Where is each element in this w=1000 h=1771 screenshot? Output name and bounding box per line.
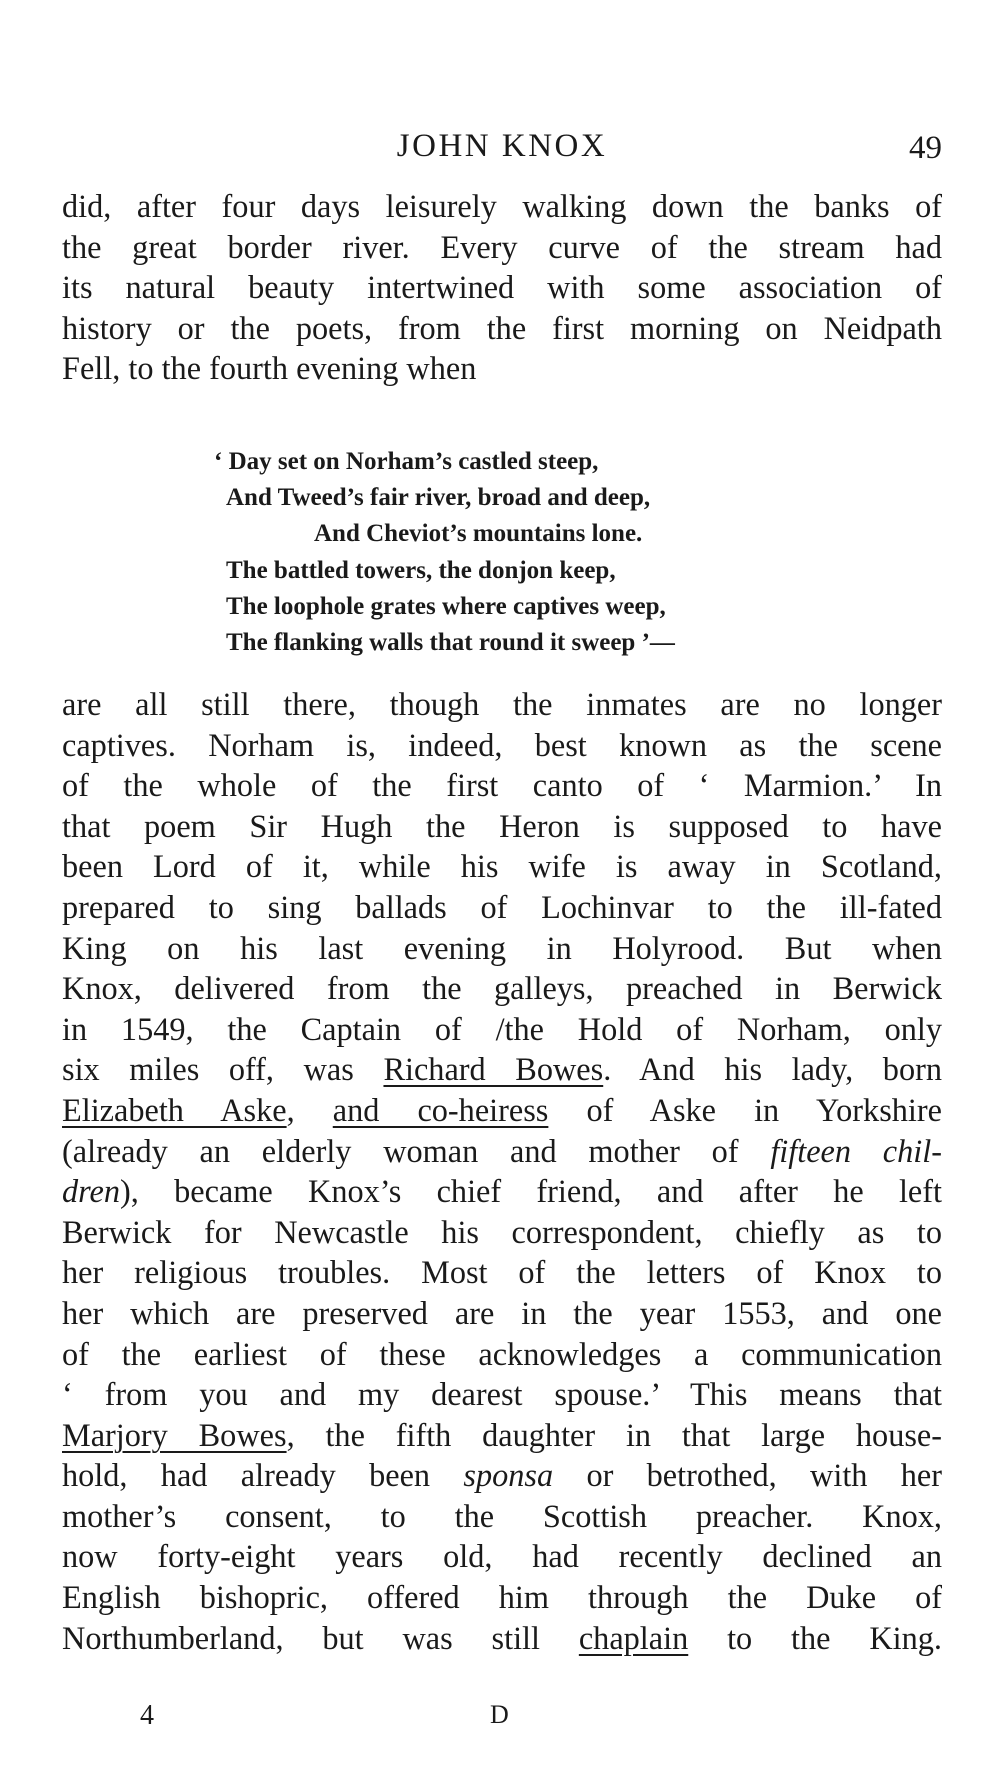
text-line: the great border river. Every curve of the stream had	[62, 228, 942, 265]
paragraph-1	[62, 186, 942, 389]
text-run: . And his lady, born	[603, 1051, 943, 1088]
text-run: ), became Knox’s chief friend, and after he left	[120, 1173, 942, 1210]
verse-line: And Cheviot’s mountains lone.	[314, 520, 643, 548]
verse-line: The flanking walls that round it sweep ’—	[226, 628, 675, 656]
text-run: , the fifth daughter in that large house-	[286, 1416, 942, 1453]
underlined-name: Elizabeth Aske	[62, 1091, 287, 1128]
verse-line: The loophole grates where captives weep,	[226, 592, 666, 620]
running-head	[62, 128, 942, 172]
text-line	[62, 1415, 942, 1456]
verse-quotation	[214, 444, 675, 661]
text-line: prepared to sing ballads of Lochinvar to the ill-fated	[62, 888, 942, 925]
text-run: six miles off, was	[62, 1051, 384, 1088]
text-line: history or the poets, from the first morning on Neidpath	[62, 309, 942, 346]
text-run: or betrothed, with her	[553, 1457, 942, 1494]
text-run: of Aske in Yorkshire	[548, 1091, 942, 1128]
text-line	[62, 1049, 942, 1090]
text-line: King on his last evening in Holyrood. But when	[62, 929, 942, 966]
text-line: Berwick for Newcastle his correspondent, chiefly as to	[62, 1213, 942, 1250]
underlined-word: chaplain	[578, 1619, 689, 1656]
underlined-name: Richard Bowes	[383, 1051, 604, 1088]
text-line	[62, 1131, 942, 1172]
running-title: JOHN KNOX	[396, 128, 608, 164]
signature-letter: D	[490, 1700, 509, 1729]
text-run: ,	[286, 1091, 333, 1128]
italic-phrase: fifteen chil-	[770, 1132, 942, 1169]
text-line: Fell, to the fourth evening when	[62, 350, 477, 387]
verse-line: ‘ Day set on Norham’s castled steep,	[214, 448, 599, 475]
paragraph-2	[62, 684, 942, 1658]
text-line: of the whole of the first canto of ‘ Marmion.’ In	[62, 767, 942, 804]
text-line: its natural beauty intertwined with some association of	[62, 269, 942, 306]
text-line: ‘ from you and my dearest spouse.’ This means that	[62, 1376, 942, 1413]
text-line: her religious troubles. Most of the letters of Knox to	[62, 1254, 942, 1291]
text-line	[62, 1171, 942, 1212]
text-run: (already an elderly woman and mother of	[62, 1132, 771, 1169]
text-line: are all still there, though the inmates are no longer	[62, 686, 942, 722]
text-line: did, after four days leisurely walking down the banks of	[62, 188, 942, 224]
text-line	[62, 1618, 942, 1659]
text-line: her which are preserved are in the year 1553, and one	[62, 1294, 942, 1331]
underlined-name: Marjory Bowes	[62, 1416, 287, 1453]
text-run: to the King.	[688, 1619, 943, 1656]
text-run: Northumberland, but was still	[62, 1619, 579, 1656]
verse-line: And Tweed’s fair river, broad and deep,	[226, 484, 651, 512]
page-number: 49	[909, 130, 942, 166]
text-line: mother’s consent, to the Scottish preacher. Knox,	[62, 1497, 942, 1534]
text-line	[62, 1090, 942, 1131]
text-line: of the earliest of these acknowledges a communication	[62, 1335, 942, 1372]
text-line: in 1549, the Captain of /the Hold of Norham, only	[62, 1010, 942, 1047]
italic-phrase: dren	[62, 1173, 121, 1210]
text-line: now forty-eight years old, had recently declined an	[62, 1538, 942, 1575]
text-run: hold, had already been	[62, 1457, 464, 1494]
text-line: been Lord of it, while his wife is away in Scotland,	[62, 848, 942, 885]
text-line: English bishopric, offered him through the Duke of	[62, 1579, 942, 1616]
text-line: captives. Norham is, indeed, best known as the scene	[62, 726, 942, 763]
text-line: that poem Sir Hugh the Heron is supposed to have	[62, 807, 942, 844]
underlined-phrase: and co-heiress	[332, 1091, 549, 1128]
signature-number: 4	[140, 1700, 154, 1731]
text-line	[62, 1455, 942, 1496]
italic-word: sponsa	[463, 1457, 554, 1494]
verse-line: The battled towers, the donjon keep,	[226, 556, 616, 584]
text-line: Knox, delivered from the galleys, preached in Berwick	[62, 970, 942, 1007]
